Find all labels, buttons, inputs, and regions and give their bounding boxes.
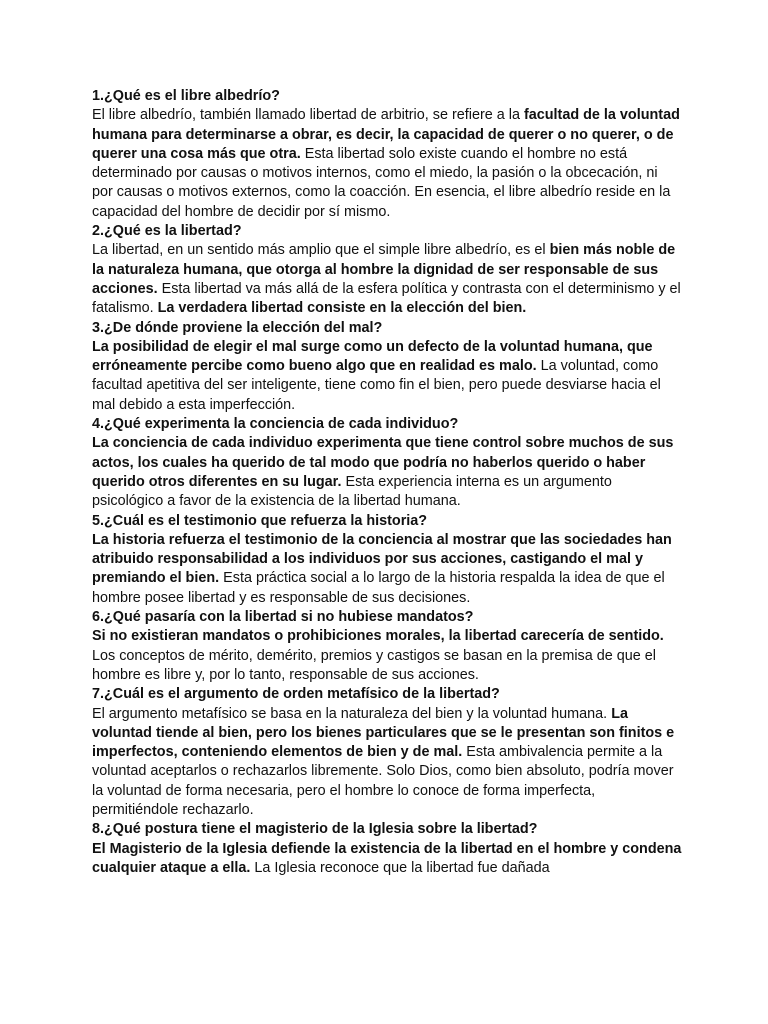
answer-bold-text: La posibilidad de elegir el mal surge como un defecto de la voluntad humana, que erróneamente percibe como bueno algo que en realidad es malo. [92,338,653,375]
question-number: 5. [92,512,105,529]
qa-item-1 [92,87,682,222]
answer-bold-text: La conciencia de cada individuo experimenta que tiene control sobre muchos de sus actos, los cuales ha querido de tal modo que podría no haberlos querido o haber querido otros diferentes en su lugar. [92,435,674,490]
question-8 [92,820,682,839]
answer-5 [92,531,682,608]
answer-text: El argumento metafísico se basa en la naturaleza del bien y la voluntad humana. [92,705,612,722]
qa-item-6 [92,608,682,685]
answer-6 [92,627,682,685]
answer-bold-text: Si no existieran mandatos o prohibiciones morales, la libertad carecería de sentido. [92,628,664,645]
question-number: 8. [92,821,105,838]
question-text: ¿De dónde proviene la elección del mal? [104,319,383,336]
qa-item-4 [92,415,682,511]
qa-item-5 [92,512,682,608]
question-number: 6. [92,609,105,626]
answer-text: Esta libertad va más allá de la esfera política y contrasta con el determinismo y el fatalismo. [92,280,681,317]
answer-text: La voluntad, como facultad apetitiva del ser inteligente, tiene como fin el bien, pero puede desviarse hacia el mal debido a esta imperfección. [92,358,661,413]
qa-item-8 [92,820,682,878]
question-text: ¿Qué es la libertad? [104,223,242,240]
question-1 [92,87,682,106]
question-text: ¿Qué postura tiene el magisterio de la Iglesia sobre la libertad? [104,821,538,838]
answer-bold-text: bien más noble de la naturaleza humana, que otorga al hombre la dignidad de ser responsable de sus acciones. [92,242,676,297]
answer-7 [92,705,682,821]
question-text: ¿Qué pasaría con la libertad si no hubiese mandatos? [104,609,474,626]
answer-text: La libertad, en un sentido más amplio que el simple libre albedrío, es el [92,242,550,259]
qa-item-3 [92,319,682,415]
question-text: ¿Qué es el libre albedrío? [104,88,280,104]
answer-text: Esta libertad solo existe cuando el hombre no está determinado por causas o motivos internos, como el miedo, la pasión o la obcecación, ni por causas o motivos externos, como la coacción. En esencia, el libre albedrío reside en la capacidad del hombre de decidir por sí mismo. [92,145,671,220]
answer-text: Esta práctica social a lo largo de la historia respalda la idea de que el hombre posee libertad y es responsable de sus decisiones. [92,570,665,606]
answer-bold-text: La historia refuerza el testimonio de la conciencia al mostrar que las sociedades han atribuido responsabilidad a los individuos por sus acciones, castigando el mal y premiando el bien. [92,531,672,587]
answer-3 [92,338,682,415]
answer-text: Esta experiencia interna es un argumento psicológico a favor de la existencia de la libertad humana. [92,473,612,510]
question-4 [92,415,682,434]
answer-text: La Iglesia reconoce que la libertad fue dañada [250,859,550,876]
answer-8 [92,840,682,879]
document-page [92,87,682,878]
question-text: ¿Cuál es el argumento de orden metafísico de la libertad? [104,686,500,703]
question-3 [92,319,682,338]
question-7 [92,685,682,704]
answer-text: Esta ambivalencia permite a la voluntad aceptarlos o rechazarlos libremente. Solo Dios, como bien absoluto, podría mover la voluntad de forma necesaria, pero el hombre lo conoce de forma imperfecta, permitiéndole rechazarlo. [92,744,674,818]
answer-text: Los conceptos de mérito, demérito, premios y castigos se basan en la premisa de que el hombre es libre y, por lo tanto, responsable de sus acciones. [92,647,656,683]
answer-1 [92,106,682,222]
question-text: ¿Cuál es el testimonio que refuerza la historia? [104,512,428,529]
qa-item-7 [92,685,682,820]
answer-bold-text: facultad de la voluntad humana para determinarse a obrar, es decir, la capacidad de querer o no querer, o de querer una cosa más que otra. [92,107,680,162]
question-5 [92,512,682,531]
qa-item-2 [92,222,682,318]
answer-4 [92,434,682,511]
answer-bold-text: La voluntad tiende al bien, pero los bienes particulares que se le presentan son finitos e imperfectos, conteniendo elementos de bien y de mal. [92,705,675,761]
question-number: 1. [92,88,105,104]
question-number: 2. [92,223,105,240]
answer-bold-text: El Magisterio de la Iglesia defiende la existencia de la libertad en el hombre y condena cualquier ataque a ella. [92,840,682,876]
question-6 [92,608,682,627]
answer-2 [92,241,682,318]
question-number: 3. [92,319,105,336]
answer-text: El libre albedrío, también llamado libertad de arbitrio, se refiere a la [92,107,524,124]
question-number: 7. [92,686,105,703]
answer-bold-text: La verdadera libertad consiste en la elección del bien. [157,300,527,317]
question-number: 4. [92,416,105,433]
question-2 [92,222,682,241]
question-text: ¿Qué experimenta la conciencia de cada individuo? [104,416,459,433]
